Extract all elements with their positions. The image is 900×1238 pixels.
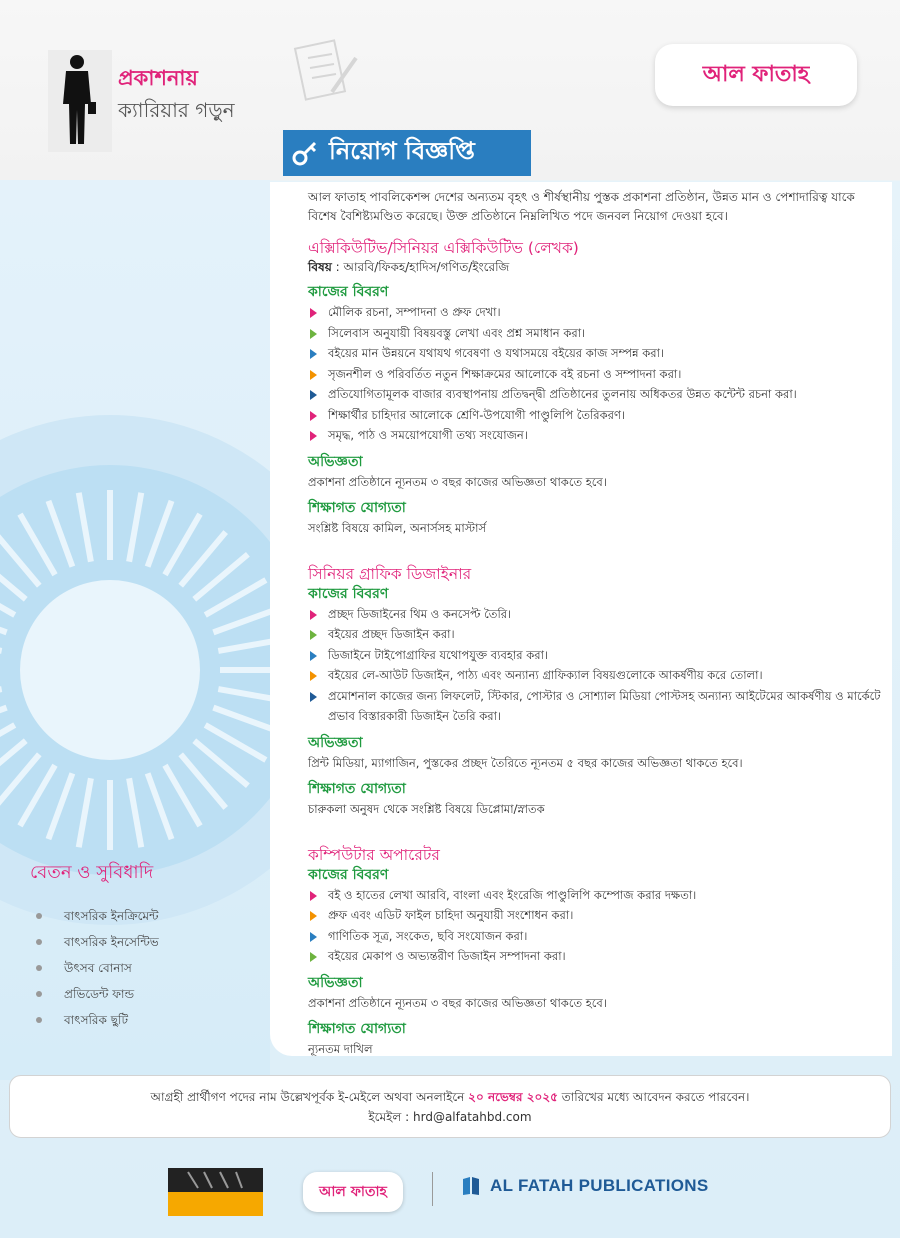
bullet-triangle-icon: [310, 891, 317, 901]
task-item: [308, 405, 882, 426]
header: [0, 0, 900, 185]
benefit-text: বাৎসরিক ছুটি: [64, 1013, 128, 1027]
education-heading: শিক্ষাগত যোগ্যতা: [308, 499, 406, 516]
task-text: প্রুফ এবং এডিট ফাইল চাহিদা অনুযায়ী সংশোধন করা।: [328, 908, 574, 922]
subject-line: [308, 258, 882, 276]
footer-brand-logo: [303, 1172, 403, 1212]
task-item: [308, 323, 882, 344]
footer-brand-text: আল ফাতাহ: [319, 1184, 387, 1200]
task-text: মৌলিক রচনা, সম্পাদনা ও প্রুফ দেখা।: [328, 305, 501, 319]
benefits-section: [30, 858, 159, 1033]
position-executive: [308, 238, 882, 538]
task-text: বইয়ের লে-আউট ডিজাইন, পাঠ্য এবং অন্যান্য গ্রাফিক্যাল বিষয়গুলোকে আকর্ষণীয় করে তোলা।: [328, 668, 763, 682]
publisher-logo: [462, 1176, 708, 1196]
task-text: প্রচ্ছদ ডিজাইনের থিম ও কনসেপ্ট তৈরি।: [328, 606, 512, 621]
benefits-list: [30, 903, 159, 1033]
bullet-triangle-icon: [310, 329, 317, 339]
experience-heading: অভিজ্ঞতা: [308, 734, 363, 751]
task-item: [308, 604, 882, 625]
bullet-triangle-icon: [310, 370, 317, 380]
benefit-item: [30, 903, 159, 929]
apply-text-after: তারিখের মধ্যে আবেদন করতে পারবেন।: [557, 1090, 750, 1104]
task-item: [308, 905, 882, 926]
position-computer-operator: [308, 845, 882, 1059]
task-text: বইয়ের প্রচ্ছদ ডিজাইন করা।: [328, 627, 455, 641]
bullet-dot-icon: [36, 991, 42, 997]
benefit-item: [30, 1007, 159, 1033]
bullet-triangle-icon: [310, 431, 317, 441]
task-text: সৃজনশীল ও পরিবর্তিত নতুন শিক্ষাক্রমের আলোকে বই রচনা ও সম্পাদনা করা।: [328, 366, 682, 381]
brand-logo-text: আল ফাতাহ: [702, 61, 810, 87]
task-list: [308, 302, 882, 446]
apply-text: [10, 1087, 890, 1107]
footer: [0, 1150, 900, 1238]
task-text: প্রতিযোগিতামূলক বাজার ব্যবস্থাপনায় প্রতিদ্বন্দ্বী প্রতিষ্ঠানের তুলনায় অধিকতর উন্নত কন্টেন্ট রচনা করা।: [328, 387, 797, 401]
education-heading: শিক্ষাগত যোগ্যতা: [308, 780, 406, 797]
task-item: [308, 364, 882, 385]
deadline-date: ২০ নভেম্বর ২০২৫: [468, 1090, 558, 1104]
businessman-icon: [58, 54, 96, 146]
task-item: [308, 645, 882, 666]
apply-text-before: আগ্রহী প্রার্থীগণ পদের নাম উল্লেখপূর্বক ই-মেইলে অথবা অনলাইনে: [150, 1090, 469, 1104]
bullet-dot-icon: [36, 913, 42, 919]
task-text: ডিজাইনে টাইপোগ্রাফির যথোপযুক্ত ব্যবহার করা।: [328, 647, 549, 662]
apply-instructions: [9, 1075, 891, 1138]
tasks-heading: কাজের বিবরণ: [308, 284, 389, 300]
education-text: সংশ্লিষ্ট বিষয়ে কামিল, অনার্সসহ মাস্টার্স: [308, 520, 487, 535]
task-item: [308, 425, 882, 446]
notice-tab: [283, 130, 531, 176]
experience-heading: অভিজ্ঞতা: [308, 453, 363, 470]
experience-text: প্রিন্ট মিডিয়া, ম্যাগাজিন, পুস্তকের প্রচ্ছদ তৈরিতে ন্যূনতম ৫ বছর কাজের অভিজ্ঞতা থাকতে হবে।: [308, 755, 743, 770]
task-item: [308, 885, 882, 906]
bullet-triangle-icon: [310, 411, 317, 421]
task-text: প্রমোশনাল কাজের জন্য লিফলেট, স্টিকার, পোস্টার ও সোশ্যাল মিডিয়া পোস্টসহ অন্যান্য আইটেমের আকর্ষণীয় ও মার্কেটে প্রভাব বিস্তারকারী ডিজাইন তৈরি করা।: [328, 688, 881, 723]
task-list: [308, 604, 882, 727]
benefit-text: বাৎসরিক ইনসেন্টিভ: [64, 935, 159, 949]
benefit-text: উৎসব বোনাস: [64, 961, 132, 975]
bullet-triangle-icon: [310, 651, 317, 661]
bullet-triangle-icon: [310, 692, 317, 702]
header-subtitle: ক্যারিয়ার গড়ুন: [118, 98, 235, 122]
position-title: কম্পিউটার অপারেটর: [308, 845, 440, 864]
benefit-item: [30, 955, 159, 981]
benefit-item: [30, 981, 159, 1007]
task-text: শিক্ষার্থীর চাহিদার আলোকে শ্রেণি-উপযোগী পাণ্ডুলিপি তৈরিকরণ।: [328, 407, 626, 422]
footer-divider: [432, 1172, 433, 1206]
experience-text: প্রকাশনা প্রতিষ্ঠানে ন্যূনতম ৩ বছর কাজের অভিজ্ঞতা থাকতে হবে।: [308, 474, 607, 489]
task-text: বইয়ের মেকাপ ও অভ্যন্তরীণ ডিজাইন সম্পাদনা করা।: [328, 949, 566, 963]
education-text: চারুকলা অনুষদ থেকে সংশ্লিষ্ট বিষয়ে ডিপ্লোমা/স্নাতক: [308, 801, 545, 816]
benefit-text: প্রভিডেন্ট ফান্ড: [64, 987, 135, 1001]
position-title: এক্সিকিউটিভ/সিনিয়র এক্সিকিউটিভ (লেখক): [308, 239, 579, 257]
bullet-dot-icon: [36, 965, 42, 971]
task-item: [308, 946, 882, 967]
task-list: [308, 885, 882, 967]
position-graphic-designer: [308, 564, 882, 819]
bullet-triangle-icon: [310, 349, 317, 359]
benefits-title: বেতন ও সুবিধাদি: [30, 862, 154, 883]
task-item: [308, 302, 882, 323]
experience-text: প্রকাশনা প্রতিষ্ঠানে ন্যূনতম ৩ বছর কাজের অভিজ্ঞতা থাকতে হবে।: [308, 995, 607, 1010]
education-text: ন্যূনতম দাখিল: [308, 1041, 373, 1056]
benefit-item: [30, 929, 159, 955]
tasks-heading: কাজের বিবরণ: [308, 585, 389, 602]
intro-text: আল ফাতাহ পাবলিকেশন্স দেশের অন্যতম বৃহৎ ও শীর্ষস্থানীয় পুস্তক প্রকাশনা প্রতিষ্ঠান, উন্নত মান ও পেশাদারিত্ব যাকে বিশেষ বৈশিষ্ট্যমণ্ডিত করেছে। উক্ত প্রতিষ্ঠানে নিম্নলিখিত পদে জনবল নিয়োগ দেওয়া হবে।: [308, 190, 855, 223]
task-text: বই ও হাতের লেখা আরবি, বাংলা এবং ইংরেজি পাণ্ডুলিপি কম্পোজ করার দক্ষতা।: [328, 887, 697, 902]
book-icon: [462, 1176, 480, 1196]
bullet-triangle-icon: [310, 390, 317, 400]
header-title: প্রকাশনায়: [118, 66, 198, 90]
task-text: সমৃদ্ধ, পাঠ ও সময়োপযোগী তথ্য সংযোজন।: [328, 428, 528, 442]
task-item: [308, 343, 882, 364]
partner-logo: [168, 1168, 263, 1216]
bullet-triangle-icon: [310, 671, 317, 681]
task-item: [308, 665, 882, 686]
tasks-heading: কাজের বিবরণ: [308, 866, 389, 883]
document-pencil-icon: [292, 36, 362, 106]
task-item: [308, 686, 882, 727]
task-item: [308, 384, 882, 405]
notice-title: নিয়োগ বিজ্ঞপ্তি: [329, 137, 475, 165]
bullet-triangle-icon: [310, 308, 317, 318]
position-title: সিনিয়র গ্রাফিক ডিজাইনার: [308, 564, 472, 583]
key-icon: [291, 139, 319, 167]
benefit-text: বাৎসরিক ইনক্রিমেন্ট: [64, 909, 159, 923]
task-text: সিলেবাস অনুযায়ী বিষয়বস্তু লেখা এবং প্রশ্ন সমাধান করা।: [328, 325, 586, 340]
main-content: [270, 182, 892, 1056]
education-heading: শিক্ষাগত যোগ্যতা: [308, 1020, 406, 1037]
subject-value: : আরবি/ফিকহ/হাদিস/গণিত/ইংরেজি: [331, 260, 510, 274]
experience-heading: অভিজ্ঞতা: [308, 974, 363, 991]
bullet-triangle-icon: [310, 952, 317, 962]
bullet-triangle-icon: [310, 932, 317, 942]
email-line[interactable]: ইমেইল : hrd@alfatahbd.com: [368, 1110, 532, 1124]
brand-logo: [655, 44, 857, 106]
bullet-triangle-icon: [310, 911, 317, 921]
task-text: গাণিতিক সূত্র, সংকেত, ছবি সংযোজন করা।: [328, 928, 528, 943]
bullet-triangle-icon: [310, 630, 317, 640]
task-item: [308, 624, 882, 645]
subject-label: বিষয়: [308, 260, 332, 274]
bullet-dot-icon: [36, 939, 42, 945]
bullet-triangle-icon: [310, 610, 317, 620]
publisher-name: AL FATAH PUBLICATIONS: [490, 1176, 709, 1195]
task-text: বইয়ের মান উন্নয়নে যথাযথ গবেষণা ও যথাসময়ে বইয়ের কাজ সম্পন্ন করা।: [328, 346, 665, 360]
task-item: [308, 926, 882, 947]
bullet-dot-icon: [36, 1017, 42, 1023]
